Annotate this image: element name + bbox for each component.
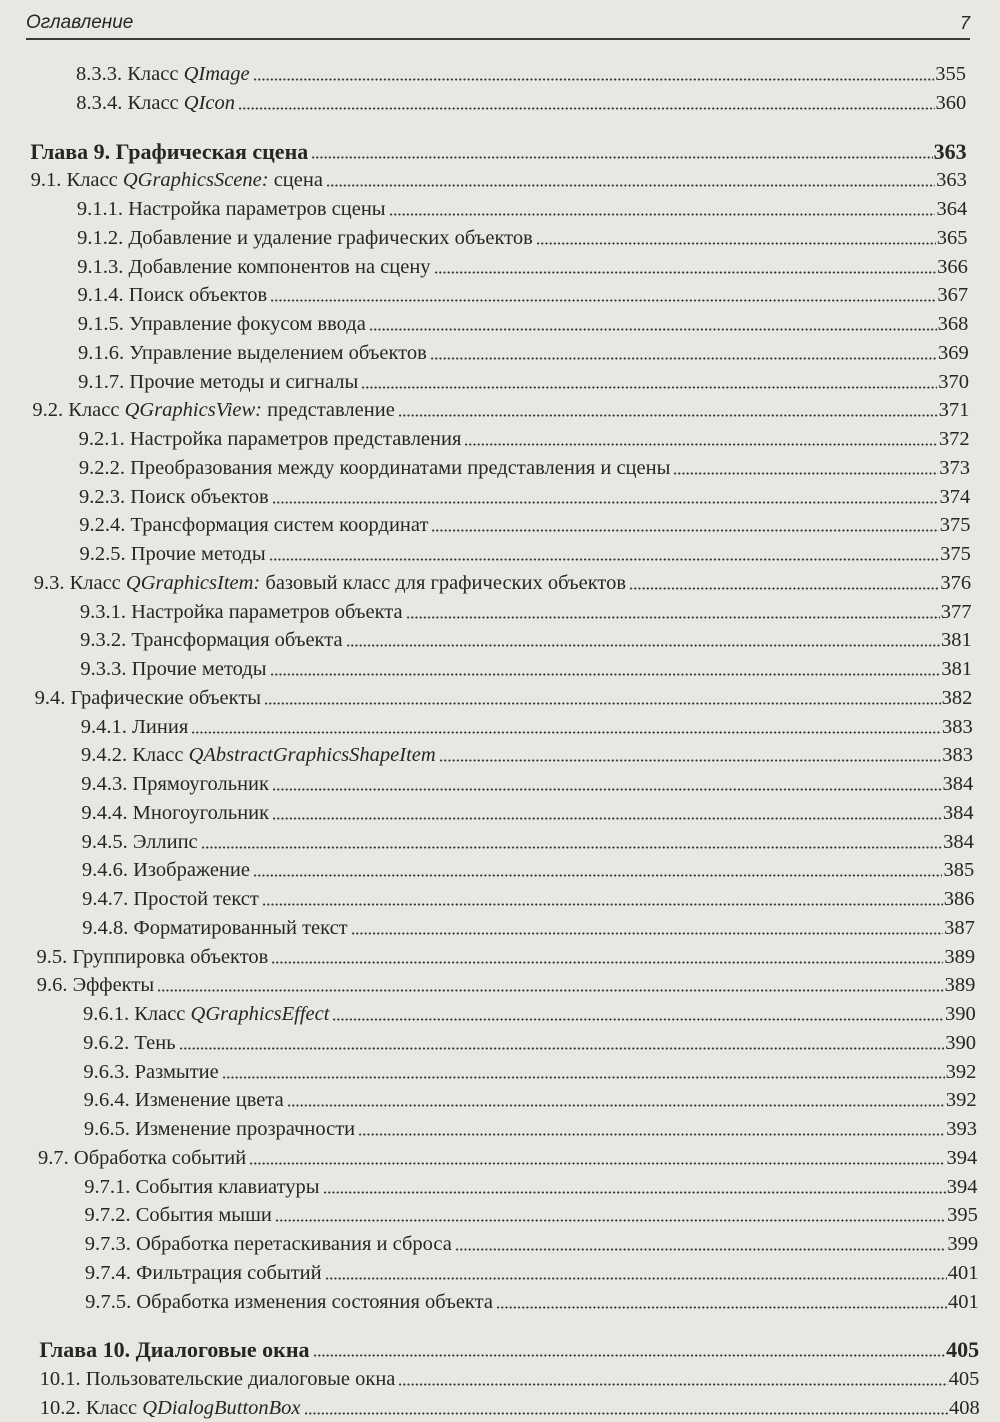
toc-entry-number: 9.6.1. [82, 1003, 130, 1025]
toc-subsection [82, 914, 975, 942]
dot-leader [201, 846, 942, 849]
toc-entry-title-text: Обработка событий [73, 1146, 247, 1169]
toc-entry-title [131, 540, 266, 568]
toc-entry-title-text: Прочие методы [131, 658, 267, 680]
toc-entry-page: 377 [940, 600, 972, 623]
toc-entry-number: 9.1.6. [77, 341, 125, 364]
toc-entry-number: 9.7.4. [84, 1261, 132, 1284]
toc-entry-page: 395 [947, 1204, 978, 1227]
toc-subsection [85, 1230, 978, 1258]
toc-entry-number: 9.6.4. [83, 1089, 130, 1112]
toc-entry-page: 366 [937, 255, 968, 278]
toc-entry-page: 374 [939, 485, 971, 508]
toc-entry-number: 10.1. [39, 1368, 81, 1390]
toc-entry-title [134, 1000, 329, 1028]
dot-leader [272, 788, 942, 791]
dot-leader [369, 328, 937, 331]
toc-entry-title-text: Графическая сцена [115, 138, 309, 164]
toc-entry-page: 360 [935, 91, 967, 114]
toc-subsection [80, 626, 972, 654]
toc-entry-title [70, 569, 626, 597]
toc-entry-page: 390 [944, 1003, 976, 1025]
dot-leader [238, 107, 935, 110]
dot-leader [325, 1277, 947, 1280]
dot-leader [249, 1162, 945, 1165]
toc-entry-number: 9.1.1. [76, 198, 123, 220]
toc-entry-number: 9.3.2. [80, 629, 127, 652]
toc-entry-title-text: Настройка параметров сцены [128, 198, 386, 220]
toc-entry-number: 10.2. [39, 1396, 81, 1419]
toc-entry-title-text: Класс [85, 1396, 143, 1419]
toc-entry-page: 392 [945, 1089, 977, 1112]
toc-subsection [78, 281, 969, 309]
toc-entry-number: 9.4.8. [82, 916, 129, 939]
toc-entry-title-text: Обработка перетаскивания и сброса [135, 1233, 452, 1255]
toc-entry-number: 8.3.3. [76, 63, 123, 85]
toc-subsection [79, 483, 970, 511]
toc-chapter [39, 1336, 979, 1364]
toc-subsection [82, 828, 974, 856]
dot-leader [351, 932, 943, 935]
dot-leader [191, 731, 941, 734]
toc-entry-title [136, 1173, 320, 1201]
toc-entry-page: 355 [935, 63, 966, 85]
toc-entry-title-text: Изменение прозрачности [135, 1118, 356, 1140]
toc-entry-title [131, 626, 342, 654]
toc-entry-number: 9.2.4. [79, 514, 126, 537]
toc-section [35, 684, 973, 712]
toc-entry-title [128, 224, 532, 252]
toc-entry-title [130, 483, 268, 511]
toc-entry-title-suffix: сцена [268, 169, 323, 192]
toc-entry-number: 9.4.4. [81, 801, 128, 824]
toc-entry-number: 9.2.1. [78, 428, 125, 450]
toc-subsection [76, 89, 966, 117]
toc-entry-title-text: Диалоговые окна [135, 1337, 310, 1363]
toc-subsection [78, 310, 969, 338]
toc-entry-page: 386 [943, 888, 975, 910]
toc-entry-title-text: Размытие [134, 1060, 219, 1083]
toc-subsection [79, 511, 970, 539]
dot-leader [269, 558, 939, 561]
toc-entry-number: 9.3. [33, 571, 65, 594]
toc-entry-page: 399 [947, 1233, 979, 1255]
toc-entry-number: 9.5. [36, 945, 68, 968]
toc-entry-number: 9.6.3. [83, 1060, 130, 1083]
toc-entry-page: 365 [936, 226, 968, 249]
toc-entry-title-text: Изображение [133, 859, 250, 882]
toc-entry-title-text: Пользовательские диалоговые окна [85, 1368, 396, 1390]
dot-leader [673, 472, 938, 475]
toc-entry-title-text: Класс [134, 1003, 191, 1025]
toc-section [34, 569, 971, 597]
toc-chapter [30, 138, 966, 166]
toc-entry-title [67, 166, 323, 194]
dot-leader [361, 386, 937, 389]
dot-leader [272, 817, 942, 820]
toc-entry-page: 372 [938, 428, 970, 450]
toc-entry-title-text: События мыши [135, 1204, 272, 1227]
toc-entry-title-text: Линия [132, 715, 189, 738]
toc-subsection [77, 195, 967, 223]
toc-subsection [81, 741, 973, 769]
toc-entry-number: 9.1.4. [77, 284, 124, 307]
toc-entry-title-text: Преобразования между координатами представления и сцены [130, 456, 671, 479]
toc-entry-page: 375 [939, 514, 971, 537]
toc-entry-title [134, 914, 348, 942]
dot-leader [272, 501, 939, 504]
dot-leader [389, 213, 936, 216]
toc-entry-page: 392 [945, 1060, 977, 1083]
toc-entry-number: 9.4.6. [81, 859, 128, 882]
dot-leader [326, 184, 935, 187]
toc-entry-title-text: Группировка объектов [72, 945, 269, 968]
dot-leader [332, 1018, 944, 1021]
dot-leader [629, 587, 939, 590]
toc-entry-title-text: Класс [127, 91, 184, 114]
toc-subsection [84, 1086, 977, 1114]
toc-subsection [79, 454, 970, 482]
toc-entry-page: 389 [944, 974, 976, 997]
toc-entry-number: 9.4.1. [80, 715, 127, 738]
toc-entry-title [133, 856, 250, 884]
dot-leader [271, 961, 943, 964]
toc-subsection [82, 856, 974, 884]
toc-entry-page: 371 [938, 399, 970, 422]
toc-entry-title [130, 425, 462, 453]
toc-entry-title-text: Управление фокусом ввода [128, 313, 366, 335]
running-header-title: Оглавление [26, 12, 134, 33]
toc-entry-title-suffix: представление [262, 399, 395, 422]
toc-entry-number: 9.1. [30, 169, 62, 192]
toc-entry-page: 382 [941, 686, 973, 709]
toc-entry-title [135, 1115, 355, 1143]
dot-leader [287, 1104, 945, 1107]
toc-section [37, 971, 976, 999]
toc-entry-title [134, 1029, 175, 1057]
toc-subsection [83, 1000, 976, 1028]
toc-entry-class-name: QGraphicsView: [124, 399, 262, 422]
toc-entry-page: 367 [937, 284, 969, 307]
toc-entry-page: 363 [933, 138, 967, 164]
toc-entry-title-text: Форматированный текст [133, 916, 348, 939]
toc-section [31, 166, 967, 194]
toc-subsection [85, 1259, 979, 1287]
toc-entry-page: 384 [943, 830, 974, 853]
dot-leader [313, 1354, 946, 1357]
toc-entry-number: 9.1.5. [77, 313, 124, 335]
toc-entry-page: 381 [941, 629, 972, 652]
toc-entry-page: 384 [942, 801, 974, 824]
dot-leader [253, 874, 942, 877]
dot-leader [275, 1219, 946, 1222]
toc-entry-title [72, 943, 268, 971]
dot-leader [157, 989, 944, 992]
toc-entry-title [136, 1336, 310, 1364]
toc-entry-title-text: Изменение цвета [134, 1089, 284, 1112]
toc-entry-number: 9.3.1. [79, 600, 127, 623]
toc-subsection [81, 713, 973, 741]
toc-entry-page: 405 [946, 1337, 980, 1363]
toc-entry-title-text: Тень [134, 1031, 176, 1054]
toc-entry-number: 9.1.3. [77, 255, 124, 278]
toc-entry-title-text: Поиск объектов [130, 485, 269, 508]
toc-entry-number: 9.7.2. [84, 1204, 131, 1227]
toc-entry-number: 9.4. [34, 686, 66, 709]
toc-entry-number: 9.4.2. [81, 744, 128, 767]
dot-leader [270, 299, 936, 302]
toc-entry-title-text: Класс [68, 399, 125, 422]
toc-entry-page: 373 [939, 456, 970, 479]
toc-entry-number: Глава 9. [30, 138, 111, 164]
toc-entry-page: 383 [942, 744, 973, 767]
page-number: 7 [959, 13, 970, 33]
toc-entry-title [136, 1230, 452, 1258]
toc-entry-title [129, 281, 267, 309]
toc-entry-title-text: Класс [127, 63, 184, 85]
dot-leader [398, 414, 938, 417]
toc-section [40, 1365, 980, 1393]
toc-entry-class-name: QImage [183, 63, 250, 85]
toc-subsection [84, 1201, 977, 1229]
toc-entry-title-text: Многоугольник [132, 801, 270, 824]
toc-entry-title [135, 1058, 219, 1086]
toc-entry-number: 9.1.2. [77, 226, 124, 249]
toc-entry-class-name: QAbstractGraphicsShapeItem [188, 744, 436, 767]
toc-entry-title [130, 454, 670, 482]
toc-entry-page: 363 [936, 169, 967, 192]
toc-entry-title-text: Класс [69, 571, 126, 594]
toc-entry-title [129, 253, 431, 281]
dot-leader [262, 903, 943, 906]
toc-entry-title-text: Добавление и удаление графических объектов [128, 226, 533, 249]
toc-entry-title-text: Поиск объектов [128, 284, 268, 307]
toc-entry-number: 9.4.7. [82, 888, 129, 910]
toc-entry-title-text: Трансформация объекта [131, 629, 343, 652]
toc-entry-page: 390 [945, 1031, 977, 1054]
toc-entry-title [132, 770, 269, 798]
toc-subsection [77, 253, 968, 281]
toc-entry-title-text: Прочие методы [130, 543, 266, 565]
toc-entry-page: 375 [940, 543, 971, 565]
toc-subsection [84, 1173, 977, 1201]
toc-entry-title-text: Простой текст [133, 888, 259, 910]
toc-entry-page: 405 [948, 1368, 980, 1390]
toc-entry-page: 389 [944, 945, 976, 968]
toc-entry-title [133, 799, 269, 827]
toc-entry-title [136, 1259, 321, 1287]
toc-entry-number: 9.2.2. [78, 456, 125, 479]
dot-leader [455, 1248, 947, 1251]
dot-leader [439, 759, 942, 762]
dot-leader [434, 271, 937, 274]
toc-entry-title [116, 138, 309, 166]
toc-entry-number: 9.7.1. [84, 1175, 131, 1198]
toc-entry-class-name: QGraphicsItem: [125, 571, 261, 594]
toc-entry-title-text: Добавление компонентов на сцену [128, 255, 431, 278]
toc-entry-class-name: QGraphicsEffect [190, 1003, 330, 1025]
toc-entry-title [133, 828, 198, 856]
toc-entry-class-name: QIcon [183, 91, 236, 114]
toc-entry-number: 9.4.5. [81, 830, 128, 853]
toc-entry-class-name: QGraphicsScene: [122, 169, 269, 192]
toc-entry-title-text: Класс [132, 744, 189, 767]
dot-leader [406, 616, 940, 619]
toc-subsection [83, 1058, 976, 1086]
toc-entry-title-text: Настройка параметров представления [129, 428, 462, 450]
toc-entry-title-text: Настройка параметров объекта [131, 600, 403, 623]
toc-subsection [76, 60, 966, 88]
toc-entry-title-text: Прямоугольник [132, 773, 269, 795]
toc-entry-page: 368 [937, 313, 969, 335]
toc-entry-page: 401 [947, 1261, 979, 1284]
toc-entry-title [74, 1144, 246, 1172]
toc-entry-page: 394 [946, 1146, 978, 1169]
toc-entry-title [131, 511, 429, 539]
toc-entry-page: 376 [940, 571, 972, 594]
toc-section [37, 943, 976, 971]
toc-entry-title-text: Прочие методы и сигналы [129, 370, 359, 393]
toc-entry-number: 9.6.5. [83, 1118, 130, 1140]
toc-entry-title-text: Класс [66, 169, 123, 192]
toc-subsection [79, 425, 970, 453]
toc-subsection [82, 885, 974, 913]
dot-leader [398, 1383, 947, 1386]
toc-entry-title-text: События клавиатуры [135, 1175, 320, 1198]
dot-leader [179, 1047, 945, 1050]
toc-subsection [84, 1115, 977, 1143]
dot-leader [346, 644, 940, 647]
toc-entry-title-text: Трансформация систем координат [130, 514, 429, 537]
toc-entry-title [68, 396, 395, 424]
toc-entry-number: 9.2. [32, 399, 64, 422]
toc-entry-title [132, 713, 188, 741]
dot-leader [431, 529, 938, 532]
dot-leader [222, 1076, 945, 1079]
toc-entry-number: Глава 10. [39, 1337, 131, 1363]
toc-subsection [80, 598, 972, 626]
toc-section [38, 1144, 977, 1172]
toc-entry-title [136, 1201, 272, 1229]
toc-section [40, 1394, 980, 1422]
toc-subsection [80, 655, 972, 683]
toc-entry-title [70, 684, 261, 712]
toc-entry-number: 9.1.7. [78, 370, 125, 393]
running-header [26, 8, 970, 40]
toc-entry-page: 370 [938, 370, 970, 393]
toc-entry-number: 9.7. [38, 1146, 69, 1169]
dot-leader [270, 673, 941, 676]
toc-entry-page: 381 [941, 658, 973, 680]
toc-entry-title [128, 195, 385, 223]
toc-entry-page: 401 [948, 1290, 979, 1313]
dot-leader [304, 1412, 948, 1415]
toc-entry-number: 8.3.4. [76, 91, 123, 114]
dot-leader [430, 357, 937, 360]
toc-entry-number: 9.4.3. [81, 773, 128, 795]
toc-entry-number: 9.2.3. [79, 485, 126, 508]
toc-entry-page: 383 [941, 715, 973, 738]
dot-leader [358, 1133, 945, 1136]
toc-entry-page: 385 [943, 859, 975, 882]
toc-subsection [81, 770, 973, 798]
toc-entry-title [127, 60, 249, 88]
toc-entry-title-text: Обработка изменения состояния объекта [136, 1290, 493, 1313]
toc-entry-title-text: Фильтрация событий [136, 1261, 322, 1284]
dot-leader [536, 242, 936, 245]
toc-entry-number: 9.2.5. [79, 543, 126, 565]
toc-entry-title [129, 310, 366, 338]
dot-leader [464, 443, 937, 446]
toc-subsection [85, 1288, 979, 1316]
toc-entry-title [132, 741, 435, 769]
toc-entry-title [86, 1394, 301, 1422]
toc-entry-number: 9.6.2. [83, 1031, 130, 1054]
toc-entry-page: 369 [937, 341, 969, 364]
toc-entry-page: 393 [946, 1118, 977, 1140]
toc-entry-class-name: QDialogButtonBox [142, 1396, 301, 1419]
toc-entry-page: 394 [946, 1175, 978, 1198]
toc-entry-title [129, 339, 427, 367]
toc-entry-title [127, 89, 235, 117]
toc-entry-title [135, 1086, 284, 1114]
toc-subsection [83, 1029, 976, 1057]
toc-entry-title-text: Графические объекты [70, 686, 262, 709]
toc-entry-title-text: Эффекты [72, 974, 155, 997]
toc-entry-title [136, 1288, 493, 1316]
toc-entry-number: 9.3.3. [80, 658, 127, 680]
dot-leader [264, 702, 941, 705]
dot-leader [311, 156, 932, 159]
toc-section [32, 396, 969, 424]
toc-entry-title [132, 655, 267, 683]
toc-entry-title [129, 368, 358, 396]
toc-subsection [79, 540, 970, 568]
toc-entry-title [133, 885, 259, 913]
toc-entry-title-text: Эллипс [132, 830, 198, 853]
toc-entry-page: 384 [942, 773, 974, 795]
toc-entry-title-suffix: базовый класс для графических объектов [260, 571, 627, 594]
toc-entry-page: 364 [936, 198, 968, 220]
dot-leader [496, 1306, 947, 1309]
toc-subsection [78, 368, 969, 396]
toc-entry-title [131, 598, 402, 626]
toc-subsection [77, 224, 967, 252]
toc-entry-title [73, 971, 155, 999]
toc-entry-title [86, 1365, 396, 1393]
toc-entry-number: 9.7.5. [85, 1290, 132, 1313]
toc-entry-number: 9.6. [36, 974, 68, 997]
toc-entry-title-text: Управление выделением объектов [129, 341, 427, 364]
toc-entry-page: 387 [944, 916, 975, 939]
dot-leader [253, 78, 935, 81]
dot-leader [323, 1191, 946, 1194]
toc-subsection [81, 799, 973, 827]
toc-entry-page: 408 [948, 1396, 980, 1419]
toc-subsection [78, 339, 969, 367]
toc-entry-number: 9.7.3. [84, 1233, 131, 1255]
